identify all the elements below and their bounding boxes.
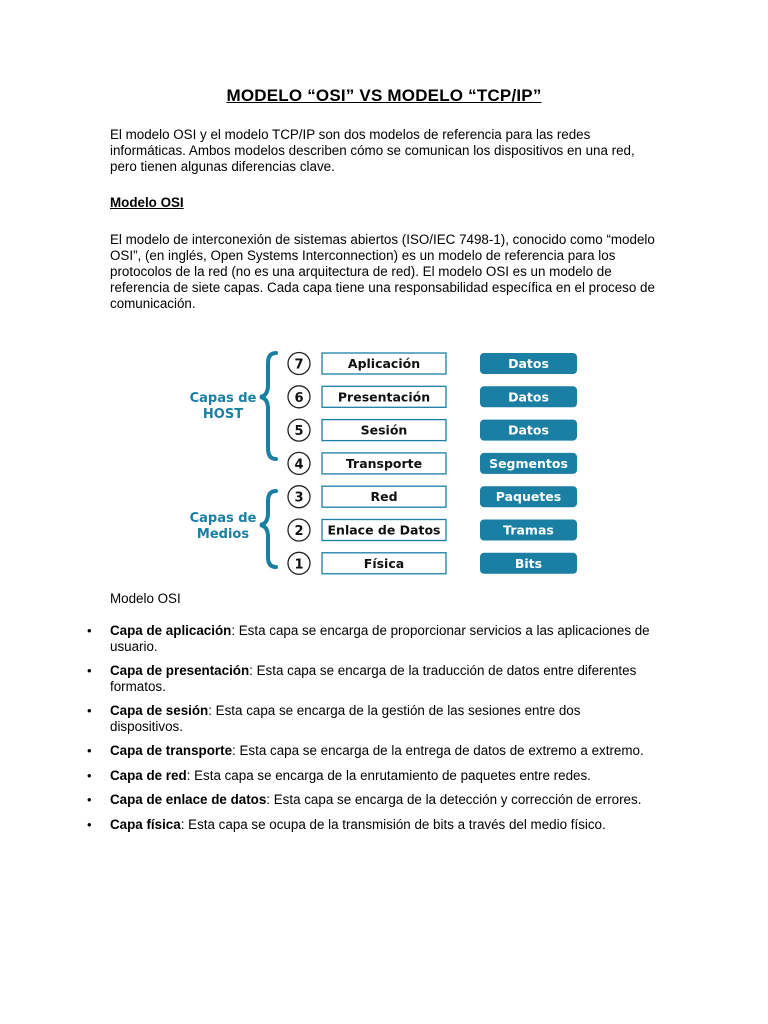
layer-descriptions [80, 623, 650, 841]
bullet-dot: • [87, 767, 92, 783]
layer-number: 6 [294, 390, 304, 406]
layer-row [288, 552, 577, 574]
layer-term: Capa de sesión [110, 703, 209, 718]
media-label-line1: Capas de [189, 511, 257, 526]
host-label-line1: Capas de [189, 391, 257, 406]
bullet-dot: • [87, 792, 92, 807]
bullet-dot: • [87, 816, 92, 832]
layer-row [288, 486, 577, 508]
layer-term: Capa de enlace de datos [110, 792, 267, 807]
media-label-line2: Medios [196, 527, 250, 542]
intro-paragraph: El modelo OSI y el modelo TCP/IP son dos modelos de referencia para las redes informáticas. Ambos modelos describen cómo se comunican los dispositivos en una red, pero tienen algunas diferencias clave. [110, 127, 635, 174]
layer-description: : Esta capa se encarga de la enrutamiento de paquetes entre redes. [186, 767, 591, 783]
bullet-dot: • [87, 743, 92, 758]
layer-description: : Esta capa se encarga de la detección y corrección de errores. [266, 792, 642, 807]
layer-number: 2 [294, 524, 304, 539]
layer-name: Transporte [345, 455, 423, 471]
layer-term: Capa de red [110, 767, 187, 783]
list-item [80, 703, 650, 734]
layer-row [288, 452, 577, 474]
bullet-dot: • [87, 663, 92, 678]
layer-name: Enlace de Datos [327, 522, 441, 538]
list-item [80, 743, 650, 759]
list-item [80, 623, 650, 654]
layer-pdu: Bits [514, 555, 543, 571]
layer-description: : Esta capa se encarga de proporcionar servicios a las aplicaciones de usuario. [110, 623, 650, 654]
page-title: MODELO “OSI” VS MODELO “TCP/IP” [226, 86, 542, 105]
layer-description: : Esta capa se encarga de la traducción de datos entre diferentes formatos. [110, 663, 637, 694]
list-item [80, 768, 650, 784]
layer-number: 4 [294, 457, 304, 473]
layer-name: Física [363, 555, 405, 571]
layer-term: Capa de transporte [110, 743, 233, 758]
host-brace [260, 353, 276, 459]
layer-number: 7 [294, 357, 304, 373]
layer-number: 5 [294, 424, 304, 440]
layer-name: Presentación [337, 389, 431, 405]
section-heading: Modelo OSI [110, 195, 184, 210]
host-label-line2: HOST [202, 407, 244, 422]
layer-term: Capa de aplicación [110, 623, 232, 638]
layer-number: 3 [294, 490, 304, 506]
layer-row [288, 386, 577, 408]
layer-pdu: Paquetes [495, 489, 562, 505]
layer-pdu: Tramas [503, 522, 554, 538]
list-item [80, 792, 650, 808]
layer-term: Capa de presentación [110, 663, 250, 678]
layer-description: : Esta capa se ocupa de la transmisión de bits a través del medio físico. [180, 816, 606, 832]
osi-layers [288, 353, 577, 575]
layer-pdu: Datos [508, 389, 549, 405]
layer-row [288, 353, 577, 375]
layer-pdu: Datos [508, 422, 549, 438]
layer-row [288, 419, 577, 441]
layer-number: 1 [294, 557, 304, 573]
layer-name: Sesión [360, 422, 408, 438]
layer-description: : Esta capa se encarga de la entrega de datos de extremo a extremo. [232, 743, 644, 758]
bullet-dot: • [87, 703, 92, 718]
osi-diagram [180, 345, 590, 580]
layer-pdu: Datos [508, 356, 549, 371]
list-item [80, 663, 650, 694]
list-item [80, 817, 650, 833]
diagram-caption: Modelo OSI [110, 591, 181, 606]
layer-pdu: Segmentos [489, 455, 568, 471]
media-brace [260, 491, 276, 567]
layer-description: : Esta capa se encarga de la gestión de las sesiones entre dos dispositivos. [110, 703, 581, 734]
layer-name: Red [370, 489, 398, 505]
layer-row [288, 519, 577, 541]
layer-term: Capa física [110, 816, 181, 832]
osi-paragraph: El modelo de interconexión de sistemas abiertos (ISO/IEC 7498-1), conocido como “modelo OSI”, (en inglés, Open Systems Interconnection) es un modelo de referencia para los protocolos de la red (no es una arquitectura de red). El modelo OSI es un modelo de referencia de siete capas. Cada capa tiene una responsabilidad específica en el proceso de comunicación. [110, 232, 655, 311]
bullet-dot: • [87, 623, 92, 638]
layer-name: Aplicación [347, 356, 421, 371]
